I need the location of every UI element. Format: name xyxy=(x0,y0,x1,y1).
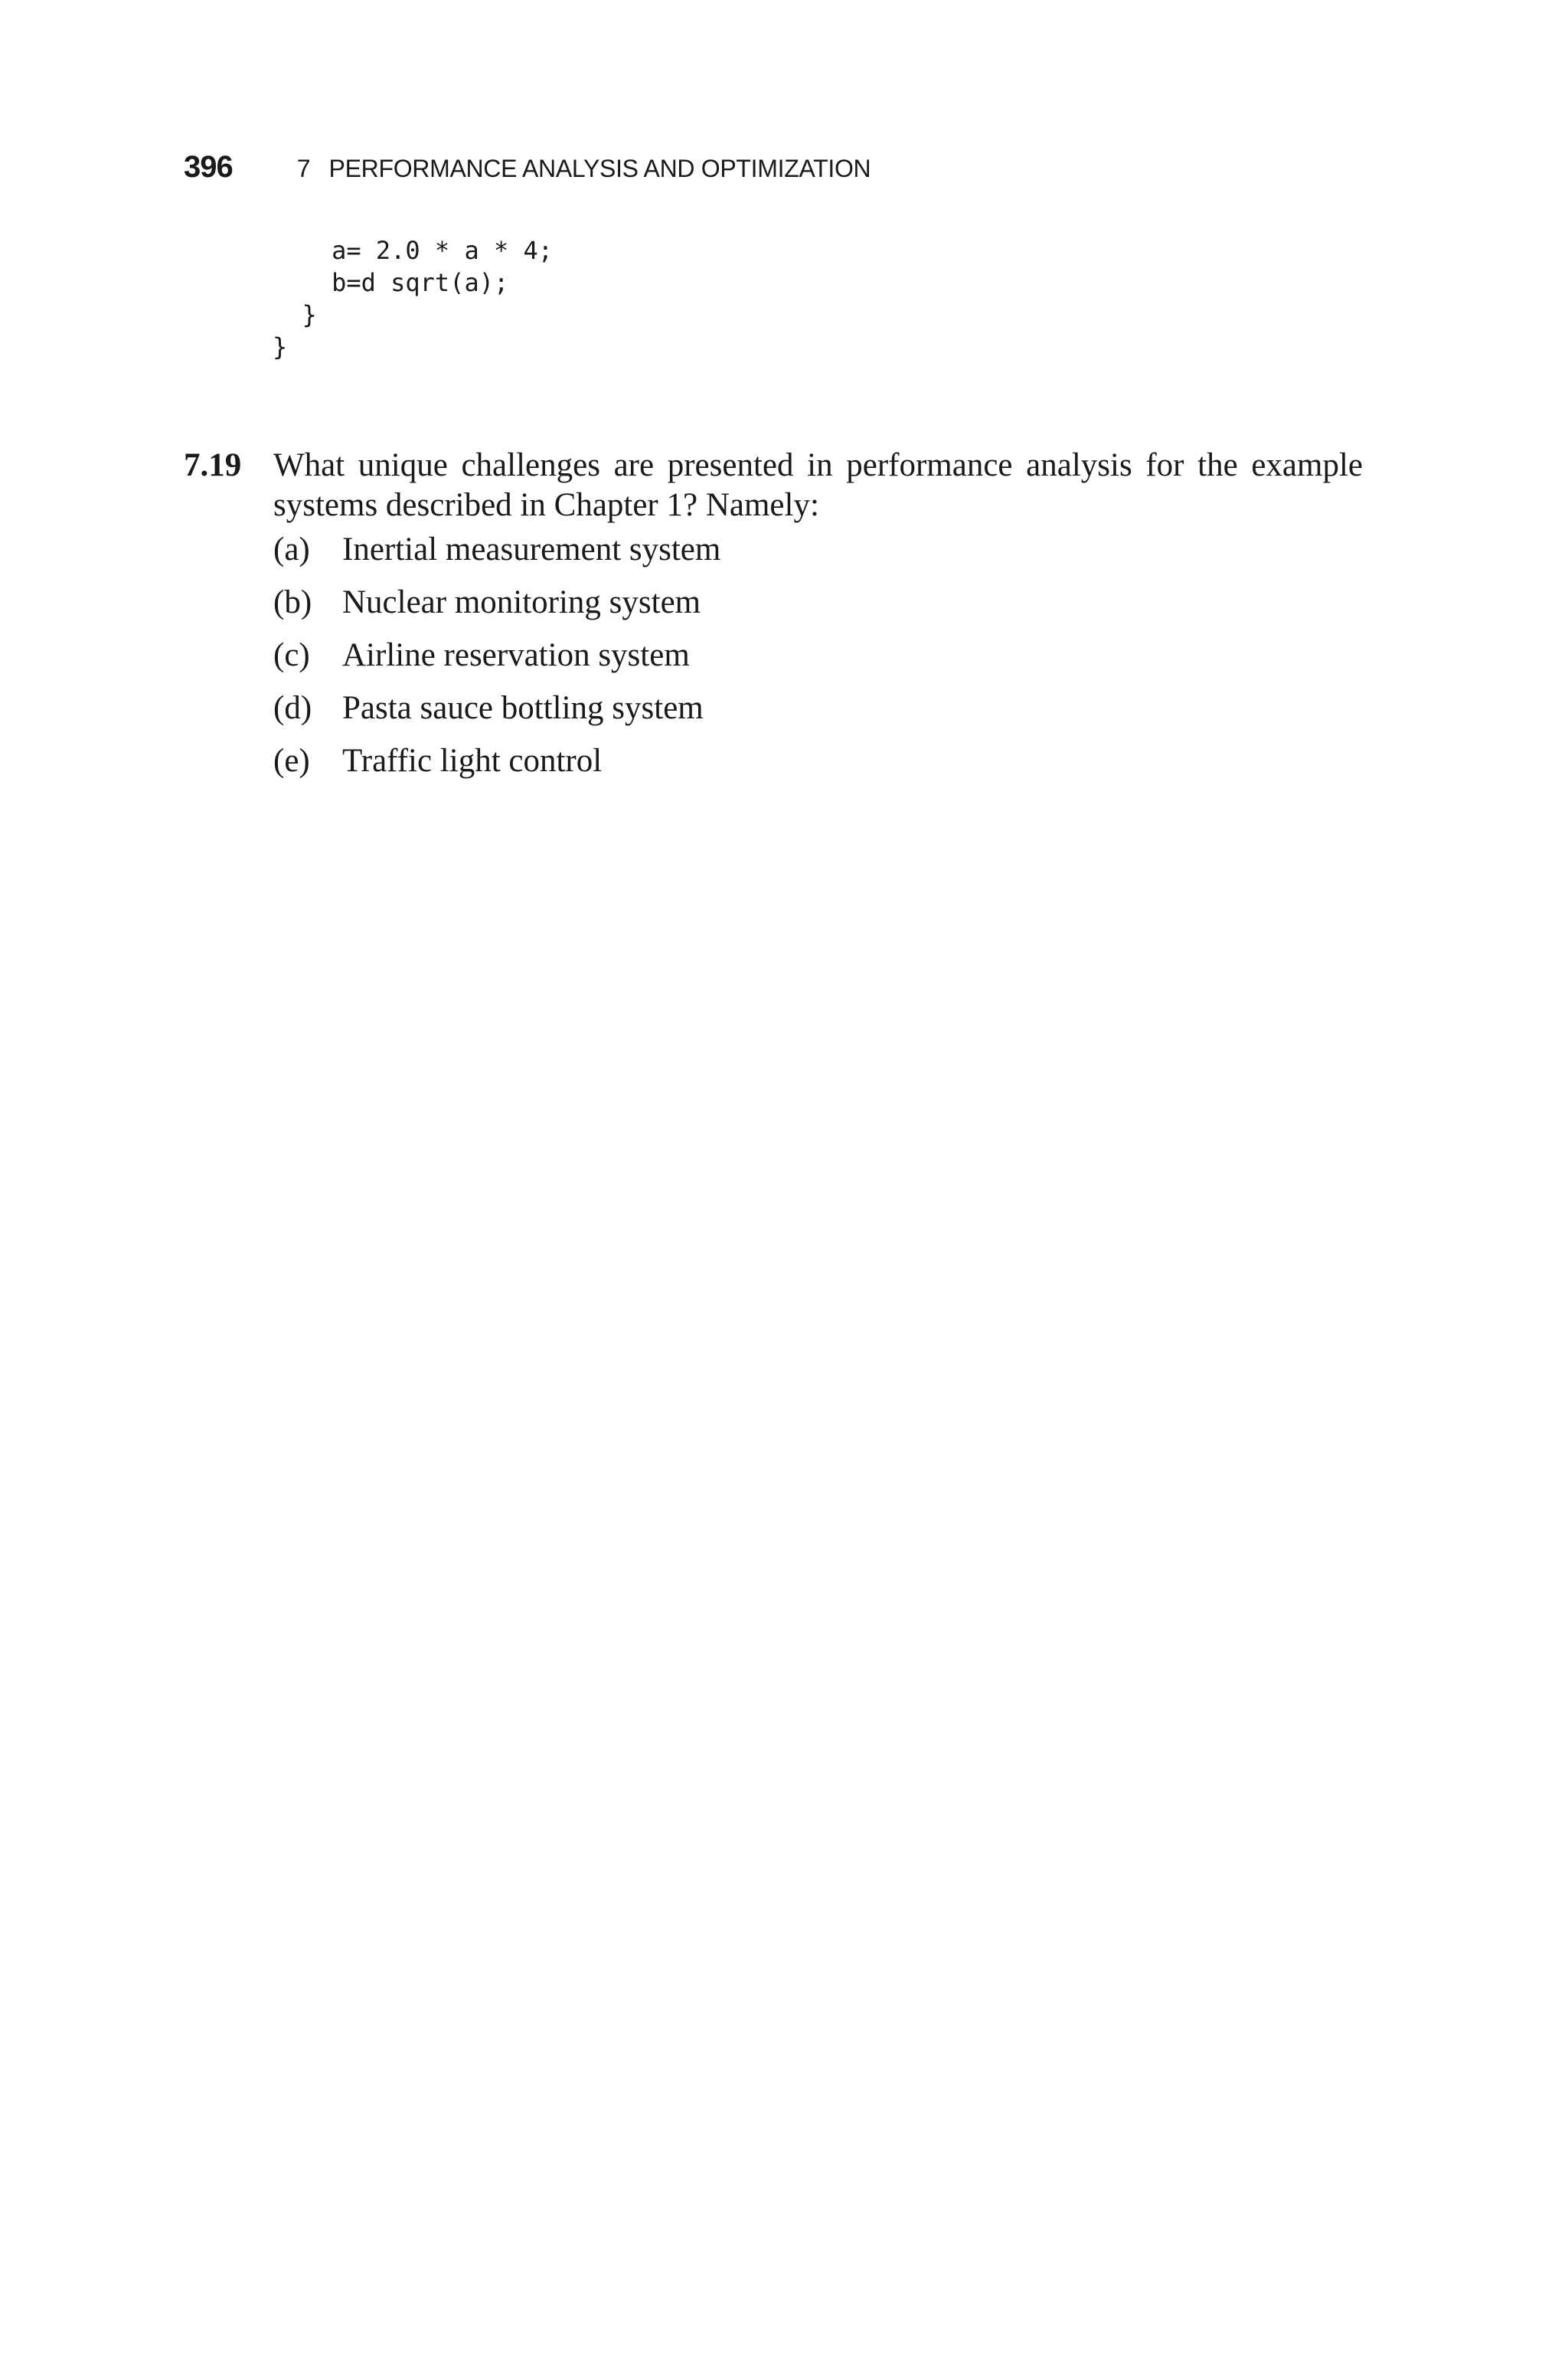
item-text: Airline reservation system xyxy=(342,637,690,673)
chapter-title: PERFORMANCE ANALYSIS AND OPTIMIZATION xyxy=(328,155,871,182)
page-number: 396 xyxy=(184,150,233,184)
item-text: Nuclear monitoring system xyxy=(342,584,701,620)
item-label: (b) xyxy=(273,584,312,620)
list-item xyxy=(273,530,1363,583)
item-label: (a) xyxy=(273,531,310,567)
exercise-number: 7.19 xyxy=(184,447,242,483)
list-item xyxy=(273,583,1363,636)
item-text: Pasta sauce bottling system xyxy=(342,690,704,726)
code-line: a= 2.0 * a * 4; xyxy=(273,236,554,265)
item-label: (c) xyxy=(273,637,310,673)
code-line: } xyxy=(273,300,317,329)
code-line: b=d sqrt(a); xyxy=(273,268,509,297)
running-head xyxy=(184,150,871,196)
code-line: } xyxy=(273,332,288,361)
exercise-7-19 xyxy=(184,446,1363,794)
item-label: (e) xyxy=(273,743,310,779)
list-item xyxy=(273,688,1363,741)
exercise-item-list xyxy=(273,530,1363,794)
item-text: Inertial measurement system xyxy=(342,531,721,567)
chapter-number: 7 xyxy=(296,155,311,182)
item-label: (d) xyxy=(273,690,312,726)
list-item xyxy=(273,741,1363,794)
code-listing xyxy=(273,234,553,363)
exercise-question: What unique challenges are presented in performance analysis for the example systems described in Chapter 1? Namely: xyxy=(273,447,1363,523)
item-text: Traffic light control xyxy=(342,743,603,779)
list-item xyxy=(273,636,1363,688)
